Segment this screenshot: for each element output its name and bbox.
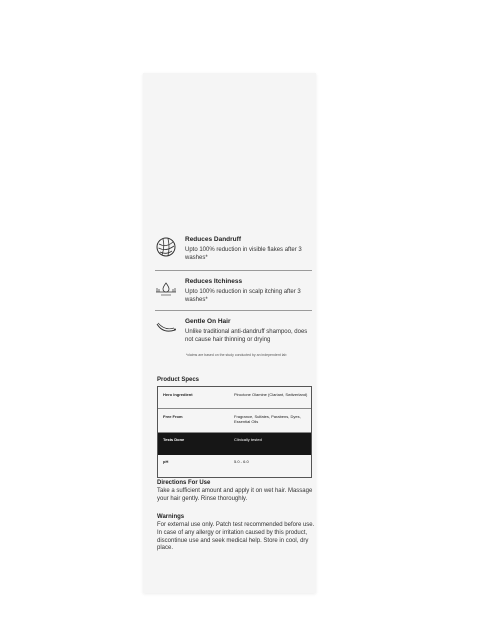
spec-row-free-from xyxy=(158,409,311,433)
spec-key: pH xyxy=(163,459,169,464)
spec-value: 5.0 - 6.0 xyxy=(234,459,249,464)
benefit-title: Gentle On Hair xyxy=(185,318,231,325)
benefit-title: Reduces Itchiness xyxy=(185,278,243,285)
benefit-description: Unlike traditional anti-dandruff shampoo, does not cause hair thinning or drying xyxy=(185,329,308,343)
directions-text: Take a sufficient amount and apply it on wet hair. Massage your hair gently. Rinse thoroughly. xyxy=(157,488,313,502)
benefit-gentle-on-hair xyxy=(155,318,310,354)
benefit-description: Upto 100% reduction in scalp itching after 3 washes* xyxy=(185,289,301,303)
divider xyxy=(155,310,312,311)
benefit-reduces-dandruff xyxy=(155,236,310,266)
hair-strand-icon xyxy=(155,318,177,340)
spec-value: Fragrance, Sulfates, Parabens, Dyes, Essential Oils xyxy=(234,414,301,424)
spec-value: Piroctone Olamine (Clariant, Switzerland) xyxy=(234,392,308,397)
benefit-reduces-itchiness xyxy=(155,278,310,308)
spec-key: Hero Ingredient xyxy=(163,392,193,397)
ball-icon xyxy=(155,236,177,258)
benefit-description: Upto 100% reduction in visible flakes after 3 washes* xyxy=(185,247,302,261)
directions-title: Directions For Use xyxy=(157,480,211,486)
specs-title: Product Specs xyxy=(157,377,200,383)
warnings-text: For external use only. Patch test recommended before use. In case of any allergy or irritation caused by this product, discontinue use and seek medical help. Store in cool, dry place. xyxy=(157,522,315,552)
spec-key: Free From xyxy=(163,414,183,419)
spec-row-ph xyxy=(158,455,311,478)
spec-row-hero-ingredient xyxy=(158,387,311,409)
divider xyxy=(155,270,312,271)
claims-footnote: *claims are based on the study conducted by an independent lab xyxy=(186,353,287,357)
benefit-title: Reduces Dandruff xyxy=(185,236,241,243)
warnings-title: Warnings xyxy=(157,514,185,520)
scalp-drop-icon xyxy=(155,278,177,300)
specs-table xyxy=(157,386,312,478)
spec-row-tests-done xyxy=(158,433,311,455)
spec-value: Clinically tested xyxy=(234,437,262,442)
spec-key: Tests Done xyxy=(163,437,185,442)
